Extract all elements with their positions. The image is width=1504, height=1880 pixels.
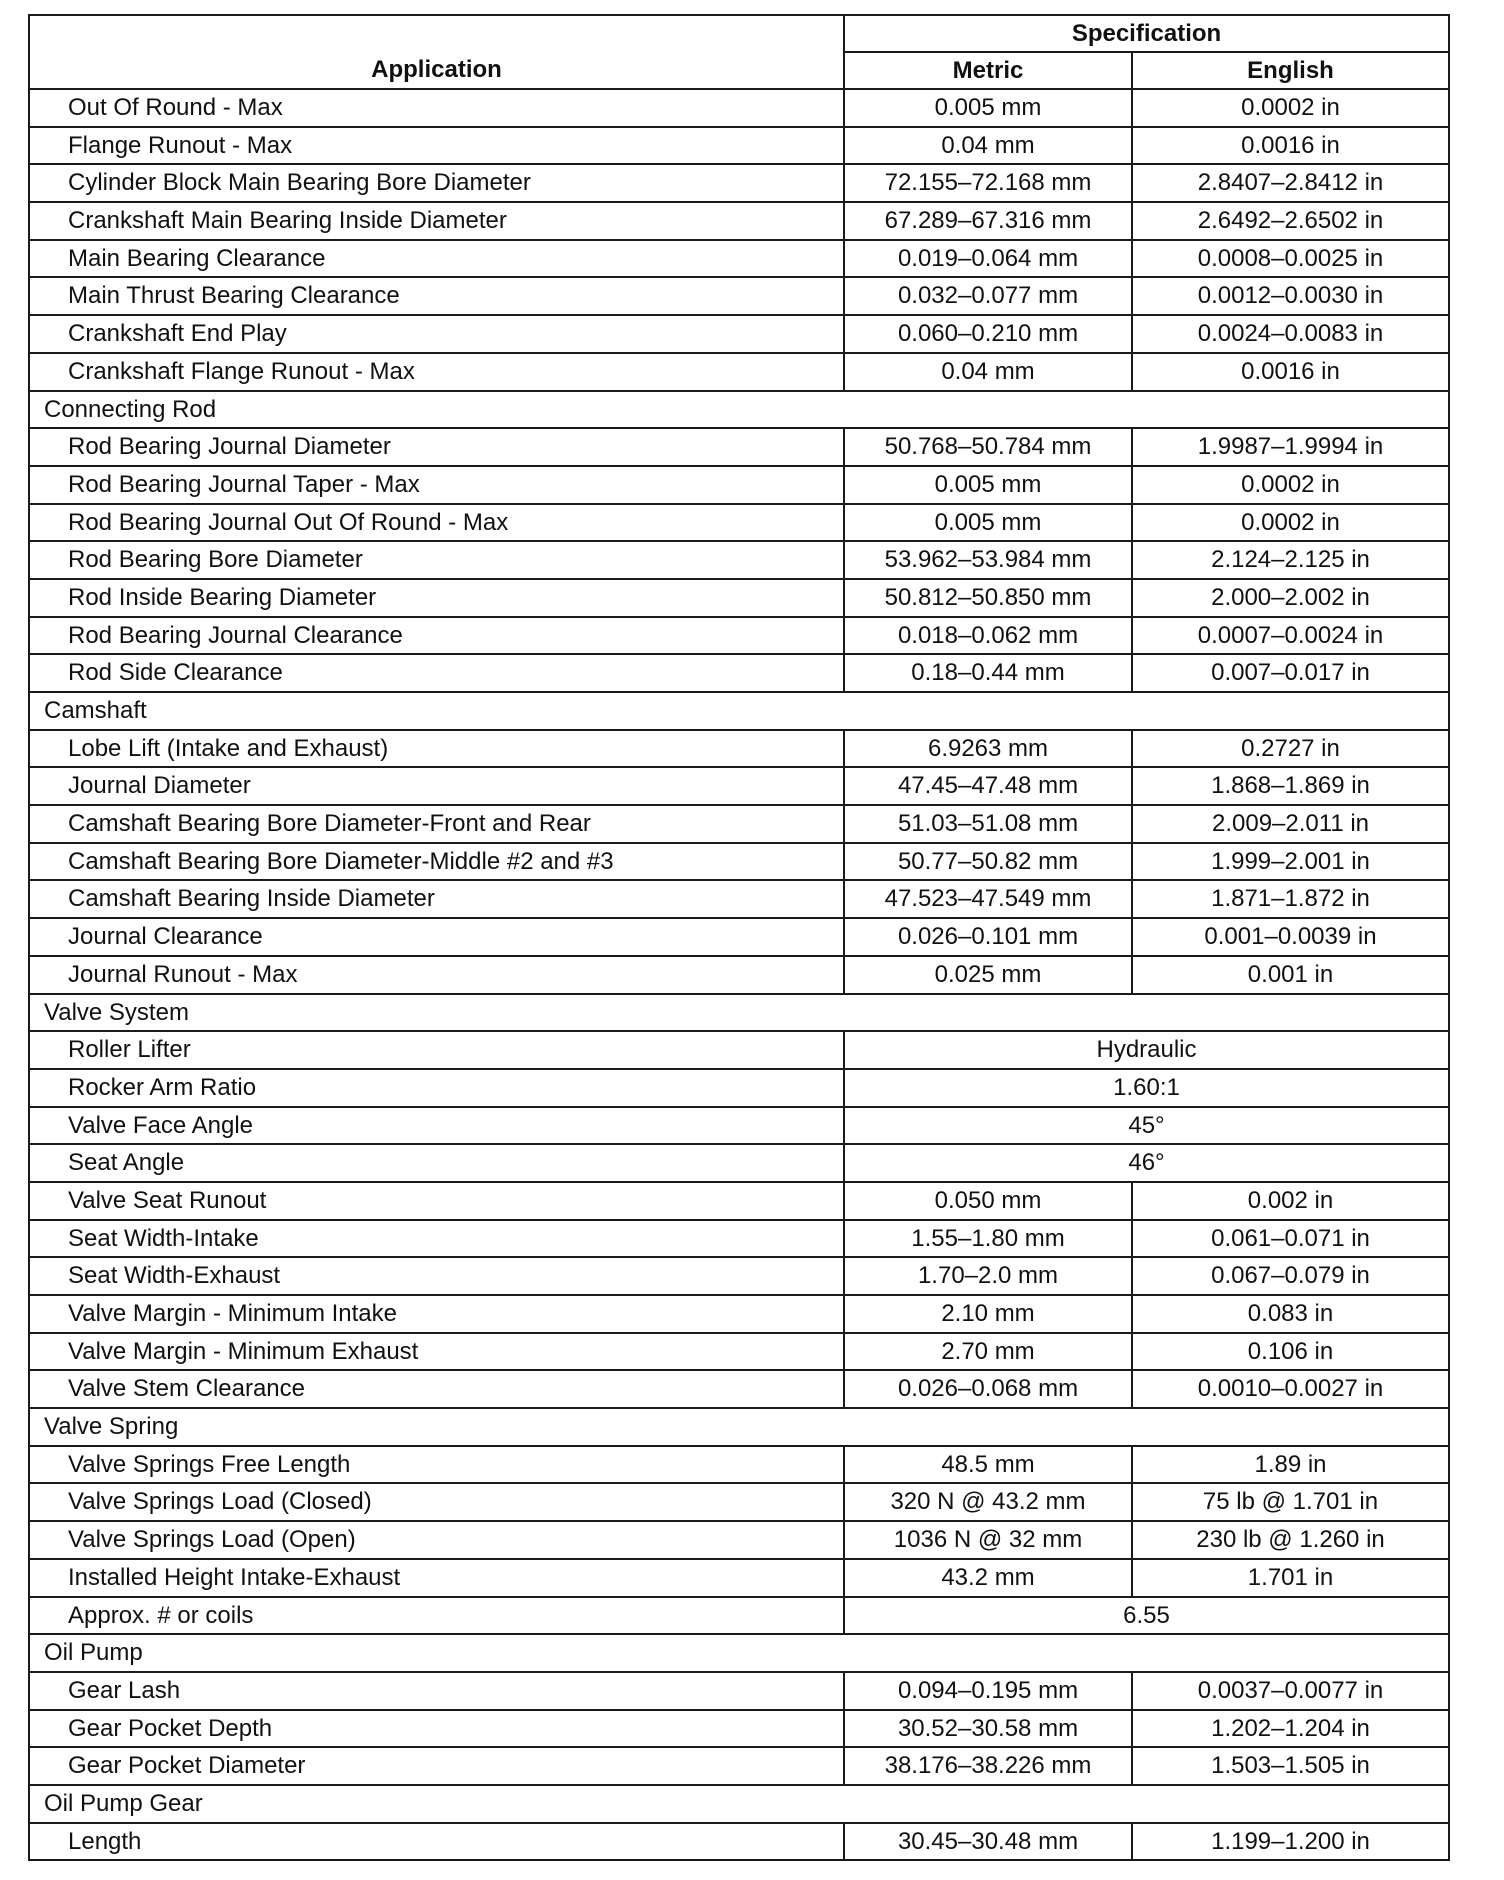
english-cell: 1.701 in — [1132, 1559, 1449, 1597]
metric-cell: 0.005 mm — [844, 466, 1132, 504]
table-row — [29, 843, 1449, 881]
table-row — [29, 805, 1449, 843]
application-cell: Rod Bearing Journal Taper - Max — [29, 466, 844, 504]
metric-cell: 0.026–0.068 mm — [844, 1370, 1132, 1408]
english-cell: 0.0016 in — [1132, 127, 1449, 165]
english-cell: 2.8407–2.8412 in — [1132, 164, 1449, 202]
english-cell: 1.868–1.869 in — [1132, 767, 1449, 805]
application-cell: Out Of Round - Max — [29, 89, 844, 127]
english-cell: 2.009–2.011 in — [1132, 805, 1449, 843]
table-row — [29, 164, 1449, 202]
section-row — [29, 692, 1449, 730]
application-cell: Rocker Arm Ratio — [29, 1069, 844, 1107]
metric-cell: 320 N @ 43.2 mm — [844, 1483, 1132, 1521]
table-row — [29, 1597, 1449, 1635]
english-cell: 230 lb @ 1.260 in — [1132, 1521, 1449, 1559]
english-cell: 75 lb @ 1.701 in — [1132, 1483, 1449, 1521]
application-cell: Installed Height Intake-Exhaust — [29, 1559, 844, 1597]
application-cell: Lobe Lift (Intake and Exhaust) — [29, 730, 844, 768]
metric-cell: 48.5 mm — [844, 1446, 1132, 1484]
table-row — [29, 1370, 1449, 1408]
application-cell: Valve Springs Load (Closed) — [29, 1483, 844, 1521]
table-row — [29, 1220, 1449, 1258]
metric-cell: 43.2 mm — [844, 1559, 1132, 1597]
metric-cell: 30.52–30.58 mm — [844, 1710, 1132, 1748]
application-cell: Cylinder Block Main Bearing Bore Diameter — [29, 164, 844, 202]
table-row — [29, 654, 1449, 692]
header-metric: Metric — [844, 52, 1132, 89]
table-row — [29, 1559, 1449, 1597]
english-cell: 0.106 in — [1132, 1333, 1449, 1371]
section-label: Valve Spring — [29, 1408, 1449, 1446]
metric-cell: 0.04 mm — [844, 127, 1132, 165]
table-row — [29, 617, 1449, 655]
english-cell: 0.002 in — [1132, 1182, 1449, 1220]
application-cell: Journal Clearance — [29, 918, 844, 956]
table-row — [29, 240, 1449, 278]
application-cell: Camshaft Bearing Inside Diameter — [29, 880, 844, 918]
section-label: Camshaft — [29, 692, 1449, 730]
section-row — [29, 1408, 1449, 1446]
metric-cell: 0.025 mm — [844, 956, 1132, 994]
english-cell: 0.061–0.071 in — [1132, 1220, 1449, 1258]
metric-cell: 0.18–0.44 mm — [844, 654, 1132, 692]
application-cell: Valve Springs Load (Open) — [29, 1521, 844, 1559]
metric-cell: 47.523–47.549 mm — [844, 880, 1132, 918]
english-cell: 1.199–1.200 in — [1132, 1823, 1449, 1861]
spec-value-cell: 1.60:1 — [844, 1069, 1449, 1107]
english-cell: 1.202–1.204 in — [1132, 1710, 1449, 1748]
english-cell: 0.0002 in — [1132, 504, 1449, 542]
application-cell: Main Thrust Bearing Clearance — [29, 277, 844, 315]
table-row — [29, 1672, 1449, 1710]
table-row — [29, 1333, 1449, 1371]
english-cell: 1.9987–1.9994 in — [1132, 428, 1449, 466]
section-row — [29, 994, 1449, 1032]
english-cell: 2.6492–2.6502 in — [1132, 202, 1449, 240]
section-row — [29, 391, 1449, 429]
spec-value-cell: 46° — [844, 1144, 1449, 1182]
application-cell: Valve Stem Clearance — [29, 1370, 844, 1408]
application-cell: Seat Width-Intake — [29, 1220, 844, 1258]
application-cell: Camshaft Bearing Bore Diameter-Middle #2 and #3 — [29, 843, 844, 881]
english-cell: 1.871–1.872 in — [1132, 880, 1449, 918]
metric-cell: 1.55–1.80 mm — [844, 1220, 1132, 1258]
application-cell: Camshaft Bearing Bore Diameter-Front and Rear — [29, 805, 844, 843]
application-cell: Rod Bearing Journal Diameter — [29, 428, 844, 466]
section-label: Oil Pump Gear — [29, 1785, 1449, 1823]
metric-cell: 50.812–50.850 mm — [844, 579, 1132, 617]
application-cell: Valve Margin - Minimum Exhaust — [29, 1333, 844, 1371]
application-cell: Approx. # or coils — [29, 1597, 844, 1635]
metric-cell: 0.032–0.077 mm — [844, 277, 1132, 315]
table-row — [29, 956, 1449, 994]
table-row — [29, 1107, 1449, 1145]
table-row — [29, 89, 1449, 127]
metric-cell: 47.45–47.48 mm — [844, 767, 1132, 805]
table-row — [29, 767, 1449, 805]
english-cell: 0.0010–0.0027 in — [1132, 1370, 1449, 1408]
application-cell: Seat Width-Exhaust — [29, 1257, 844, 1295]
english-cell: 0.0007–0.0024 in — [1132, 617, 1449, 655]
english-cell: 0.0002 in — [1132, 466, 1449, 504]
metric-cell: 0.026–0.101 mm — [844, 918, 1132, 956]
table-row — [29, 730, 1449, 768]
table-row — [29, 880, 1449, 918]
section-label: Connecting Rod — [29, 391, 1449, 429]
application-cell: Gear Pocket Diameter — [29, 1747, 844, 1785]
metric-cell: 0.04 mm — [844, 353, 1132, 391]
application-cell: Valve Margin - Minimum Intake — [29, 1295, 844, 1333]
metric-cell: 67.289–67.316 mm — [844, 202, 1132, 240]
table-row — [29, 1144, 1449, 1182]
table-row — [29, 466, 1449, 504]
application-cell: Gear Pocket Depth — [29, 1710, 844, 1748]
table-row — [29, 1182, 1449, 1220]
application-cell: Rod Bearing Journal Clearance — [29, 617, 844, 655]
metric-cell: 6.9263 mm — [844, 730, 1132, 768]
metric-cell: 38.176–38.226 mm — [844, 1747, 1132, 1785]
table-row — [29, 202, 1449, 240]
application-cell: Rod Side Clearance — [29, 654, 844, 692]
table-row — [29, 541, 1449, 579]
metric-cell: 2.10 mm — [844, 1295, 1132, 1333]
spec-table — [28, 14, 1450, 1861]
metric-cell: 50.768–50.784 mm — [844, 428, 1132, 466]
application-cell: Rod Inside Bearing Diameter — [29, 579, 844, 617]
english-cell: 0.0008–0.0025 in — [1132, 240, 1449, 278]
english-cell: 2.000–2.002 in — [1132, 579, 1449, 617]
spec-value-cell: 45° — [844, 1107, 1449, 1145]
application-cell: Journal Diameter — [29, 767, 844, 805]
metric-cell: 0.050 mm — [844, 1182, 1132, 1220]
metric-cell: 0.018–0.062 mm — [844, 617, 1132, 655]
table-row — [29, 277, 1449, 315]
metric-cell: 2.70 mm — [844, 1333, 1132, 1371]
metric-cell: 0.019–0.064 mm — [844, 240, 1132, 278]
table-row — [29, 1483, 1449, 1521]
spec-body — [29, 89, 1449, 1860]
english-cell: 0.0024–0.0083 in — [1132, 315, 1449, 353]
section-label: Valve System — [29, 994, 1449, 1032]
english-cell: 2.124–2.125 in — [1132, 541, 1449, 579]
metric-cell: 0.060–0.210 mm — [844, 315, 1132, 353]
english-cell: 0.2727 in — [1132, 730, 1449, 768]
application-cell: Rod Bearing Bore Diameter — [29, 541, 844, 579]
english-cell: 0.0016 in — [1132, 353, 1449, 391]
application-cell: Seat Angle — [29, 1144, 844, 1182]
application-cell: Roller Lifter — [29, 1031, 844, 1069]
application-cell: Journal Runout - Max — [29, 956, 844, 994]
metric-cell: 0.005 mm — [844, 89, 1132, 127]
application-cell: Valve Seat Runout — [29, 1182, 844, 1220]
metric-cell: 1036 N @ 32 mm — [844, 1521, 1132, 1559]
metric-cell: 0.005 mm — [844, 504, 1132, 542]
table-row — [29, 127, 1449, 165]
application-cell: Rod Bearing Journal Out Of Round - Max — [29, 504, 844, 542]
section-row — [29, 1634, 1449, 1672]
english-cell: 0.083 in — [1132, 1295, 1449, 1333]
header-english: English — [1132, 52, 1449, 89]
table-row — [29, 918, 1449, 956]
table-row — [29, 504, 1449, 542]
table-row — [29, 1295, 1449, 1333]
section-label: Oil Pump — [29, 1634, 1449, 1672]
application-cell: Valve Face Angle — [29, 1107, 844, 1145]
english-cell: 0.0037–0.0077 in — [1132, 1672, 1449, 1710]
application-cell: Gear Lash — [29, 1672, 844, 1710]
application-cell: Crankshaft Flange Runout - Max — [29, 353, 844, 391]
application-cell: Main Bearing Clearance — [29, 240, 844, 278]
metric-cell: 50.77–50.82 mm — [844, 843, 1132, 881]
metric-cell: 53.962–53.984 mm — [844, 541, 1132, 579]
english-cell: 0.0012–0.0030 in — [1132, 277, 1449, 315]
table-row — [29, 1747, 1449, 1785]
english-cell: 1.999–2.001 in — [1132, 843, 1449, 881]
metric-cell: 0.094–0.195 mm — [844, 1672, 1132, 1710]
section-row — [29, 1785, 1449, 1823]
english-cell: 0.001–0.0039 in — [1132, 918, 1449, 956]
spec-value-cell: Hydraulic — [844, 1031, 1449, 1069]
table-row — [29, 1521, 1449, 1559]
table-row — [29, 1069, 1449, 1107]
application-cell: Length — [29, 1823, 844, 1861]
metric-cell: 1.70–2.0 mm — [844, 1257, 1132, 1295]
metric-cell: 72.155–72.168 mm — [844, 164, 1132, 202]
table-row — [29, 315, 1449, 353]
table-row — [29, 1031, 1449, 1069]
english-cell: 1.503–1.505 in — [1132, 1747, 1449, 1785]
table-row — [29, 1823, 1449, 1861]
english-cell: 0.067–0.079 in — [1132, 1257, 1449, 1295]
english-cell: 0.0002 in — [1132, 89, 1449, 127]
table-row — [29, 353, 1449, 391]
metric-cell: 30.45–30.48 mm — [844, 1823, 1132, 1861]
header-application: Application — [29, 15, 844, 89]
application-cell: Flange Runout - Max — [29, 127, 844, 165]
table-row — [29, 579, 1449, 617]
english-cell: 0.001 in — [1132, 956, 1449, 994]
metric-cell: 51.03–51.08 mm — [844, 805, 1132, 843]
table-row — [29, 1710, 1449, 1748]
header-specification: Specification — [844, 15, 1449, 52]
application-cell: Crankshaft End Play — [29, 315, 844, 353]
english-cell: 0.007–0.017 in — [1132, 654, 1449, 692]
table-row — [29, 428, 1449, 466]
application-cell: Valve Springs Free Length — [29, 1446, 844, 1484]
spec-value-cell: 6.55 — [844, 1597, 1449, 1635]
english-cell: 1.89 in — [1132, 1446, 1449, 1484]
table-row — [29, 1446, 1449, 1484]
table-row — [29, 1257, 1449, 1295]
application-cell: Crankshaft Main Bearing Inside Diameter — [29, 202, 844, 240]
